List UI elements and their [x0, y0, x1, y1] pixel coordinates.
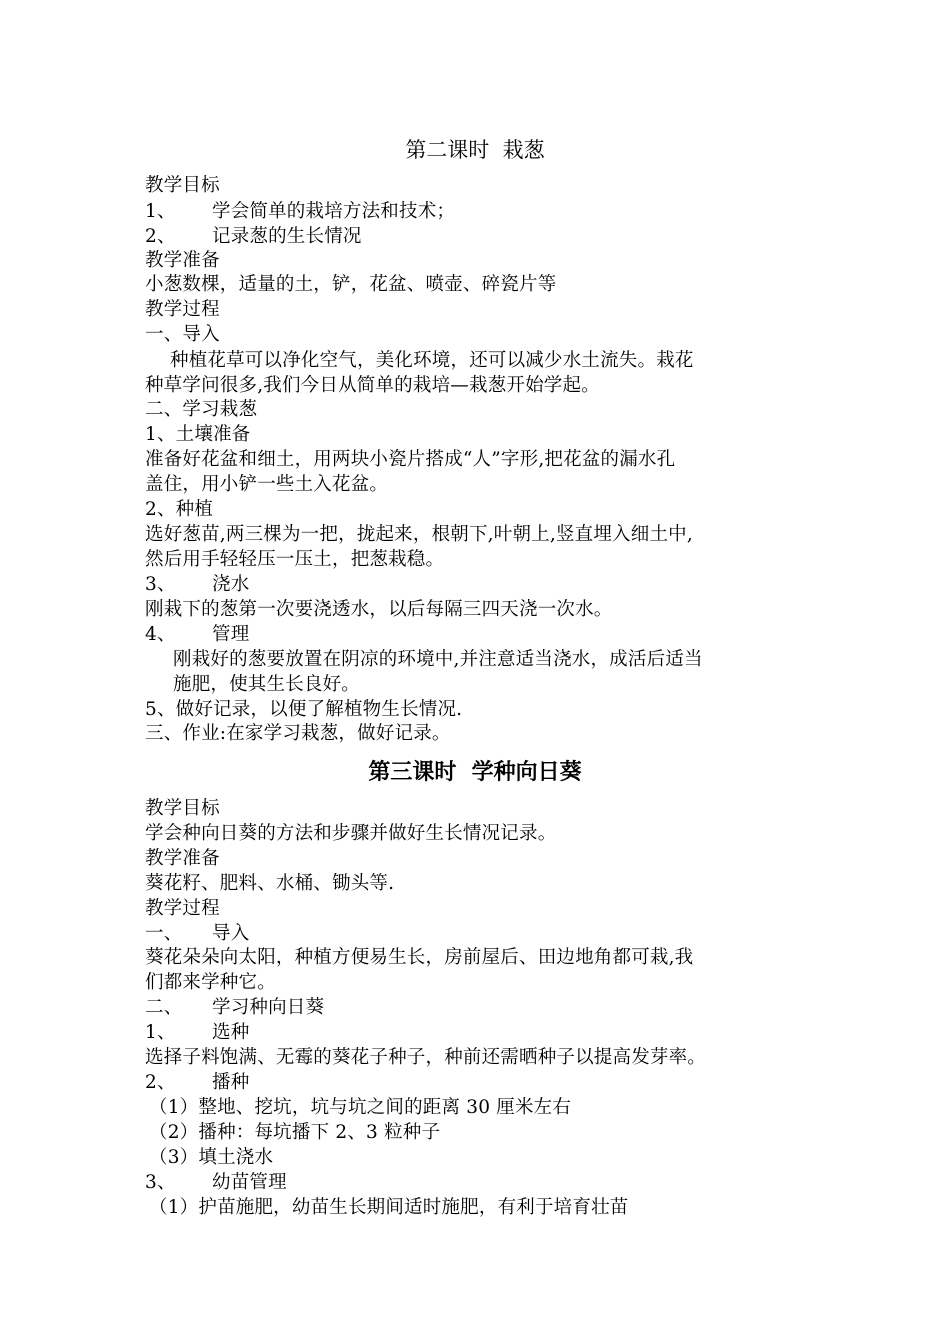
- lesson3-sow-step-2: （2）播种：每坑播下 2、3 粒种子: [149, 1122, 441, 1143]
- lesson3-intro-line2: 们都来学种它。: [145, 972, 276, 993]
- lesson2-prep-text: 小葱数棵，适量的土，铲，花盆、喷壶、碎瓷片等: [145, 274, 557, 295]
- lesson2-manage-line1: 刚栽好的葱要放置在阴凉的环境中,并注意适当浇水，成活后适当: [173, 649, 703, 670]
- lesson3-prep-text: 葵花籽、肥料、水桶、锄头等.: [145, 873, 395, 894]
- lesson2-record-text: 5、做好记录，以便了解植物生长情况.: [145, 699, 463, 720]
- lesson2-title: 第二课时 栽葱: [405, 138, 545, 162]
- lesson2-soil-line2: 盖住，用小铲一些土入花盆。: [145, 474, 389, 495]
- lesson2-manage-line2: 施肥，使其生长良好。: [173, 674, 361, 695]
- lesson3-intro-heading: [145, 922, 249, 946]
- lesson2-soil-line1: 准备好花盆和细土，用两块小瓷片搭成“人”字形,把花盆的漏水孔: [145, 449, 676, 470]
- list-number: 一、: [145, 923, 183, 944]
- lesson3-goal-text: 学会种向日葵的方法和步骤并做好生长情况记录。: [145, 823, 557, 844]
- lesson2-intro-line1: 种植花草可以净化空气，美化环境，还可以减少水土流失。栽花: [170, 350, 694, 371]
- list-number: 2、: [145, 1072, 176, 1093]
- lesson2-water-text: 刚栽下的葱第一次要浇透水，以后每隔三四天浇一次水。: [145, 599, 613, 620]
- list-number: 1、: [145, 201, 176, 222]
- lesson3-seedling-step-1: （1）护苗施肥，幼苗生长期间适时施肥，有利于培育壮苗: [149, 1197, 629, 1218]
- list-number: 1、: [145, 1022, 176, 1043]
- lesson2-homework-text: 三、作业:在家学习栽葱，做好记录。: [145, 723, 451, 744]
- list-text: 导入: [212, 923, 250, 944]
- lesson3-process-heading: 教学过程: [145, 898, 220, 919]
- lesson3-goal-heading: 教学目标: [145, 798, 220, 819]
- lesson2-plant-line2: 然后用手轻轻压一压土，把葱栽稳。: [145, 549, 445, 570]
- lesson3-sow-step-3: （3）填土浇水: [149, 1147, 274, 1168]
- list-number: 3、: [145, 574, 176, 595]
- lesson3-seedling-heading: [145, 1171, 287, 1195]
- lesson2-process-heading: 教学过程: [145, 299, 220, 320]
- lesson2-manage-heading: [145, 623, 249, 647]
- lesson2-plant-line1: 选好葱苗,两三棵为一把，拢起来，根朝下,叶朝上,竖直埋入细土中,: [145, 524, 693, 545]
- list-text: 学习种向日葵: [212, 997, 325, 1018]
- lesson2-goal-1: [145, 200, 455, 224]
- list-number: 4、: [145, 624, 176, 645]
- list-text: 选种: [212, 1022, 250, 1043]
- list-text: 幼苗管理: [212, 1172, 287, 1193]
- lesson3-select-text: 选择子料饱满、无霉的葵花子种子，种前还需晒种子以提高发芽率。: [145, 1047, 707, 1068]
- list-text: 浇水: [212, 574, 250, 595]
- lesson3-title: 第三课时 学种向日葵: [368, 760, 582, 785]
- lesson3-sow-heading: [145, 1071, 249, 1095]
- lesson2-prep-heading: 教学准备: [145, 250, 220, 271]
- lesson2-intro-line2: 种草学问很多,我们今日从简单的栽培—栽葱开始学起。: [145, 375, 600, 396]
- lesson2-plant-heading: 2、种植: [145, 499, 214, 520]
- list-text: 记录葱的生长情况: [212, 226, 362, 247]
- lesson2-goal-heading: 教学目标: [145, 175, 220, 196]
- lesson2-water-heading: [145, 573, 249, 597]
- lesson3-select-heading: [145, 1021, 249, 1045]
- list-text: 播种: [212, 1072, 250, 1093]
- lesson2-intro-heading: 一、导入: [145, 324, 220, 345]
- lesson3-sow-step-1: （1）整地、挖坑，坑与坑之间的距离 30 厘米左右: [149, 1097, 572, 1118]
- lesson3-prep-heading: 教学准备: [145, 848, 220, 869]
- lesson3-intro-line1: 葵花朵朵向太阳，种植方便易生长，房前屋后、田边地角都可栽,我: [145, 947, 694, 968]
- list-number: 二、: [145, 997, 183, 1018]
- lesson2-soil-heading: 1、土壤准备: [145, 424, 251, 445]
- list-text: 管理: [212, 624, 250, 645]
- list-number: 2、: [145, 226, 176, 247]
- list-number: 3、: [145, 1172, 176, 1193]
- lesson3-learn-heading: [145, 996, 324, 1020]
- lesson2-learn-heading: 二、学习栽葱: [145, 399, 258, 420]
- lesson2-goal-2: [145, 225, 362, 249]
- list-text: 学会简单的栽培方法和技术；: [212, 201, 456, 222]
